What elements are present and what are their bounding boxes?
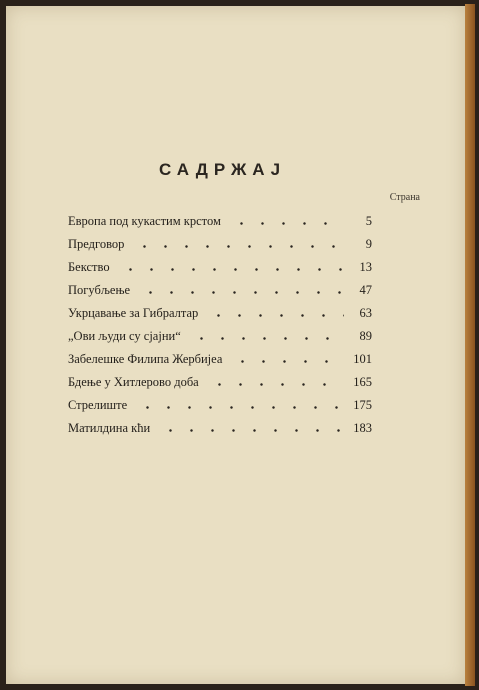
toc-entry bbox=[68, 306, 372, 329]
toc-entry bbox=[68, 329, 372, 352]
page-column-label: Страна bbox=[389, 192, 420, 203]
toc-entry-title: „Ови људи су сјајни“ bbox=[68, 329, 181, 343]
toc-entry-title: Укрцавање за Гибралтар bbox=[68, 306, 199, 320]
toc-entry-title: Погубљење bbox=[68, 283, 131, 297]
dot-leader bbox=[208, 314, 344, 317]
dot-leader bbox=[231, 222, 344, 225]
contents-heading: САДРЖАЈ bbox=[158, 160, 287, 179]
dot-leader bbox=[120, 268, 344, 271]
toc-entry bbox=[68, 283, 372, 306]
toc-entry-title: Бдење у Хитлерово доба bbox=[68, 375, 199, 389]
toc-entry-title: Европа под кукастим крстом bbox=[68, 214, 221, 228]
toc-entry-page: 47 bbox=[359, 283, 372, 297]
toc-entry-page: 5 bbox=[365, 214, 372, 228]
dot-leader bbox=[232, 360, 344, 363]
toc-entry-page: 101 bbox=[353, 352, 372, 366]
toc-entry-page: 13 bbox=[359, 260, 372, 274]
dot-leader bbox=[191, 337, 344, 340]
toc-entry-page: 165 bbox=[353, 375, 372, 389]
page-edge bbox=[465, 4, 475, 686]
toc-entry bbox=[68, 214, 372, 237]
table-of-contents bbox=[68, 214, 372, 444]
toc-entry bbox=[68, 260, 372, 283]
toc-entry-page: 9 bbox=[365, 237, 372, 251]
toc-entry-title: Бекство bbox=[68, 260, 110, 274]
toc-entry bbox=[68, 237, 372, 260]
toc-entry-page: 89 bbox=[359, 329, 372, 343]
dot-leader bbox=[134, 245, 344, 248]
dot-leader bbox=[209, 383, 344, 386]
toc-entry-title: Предговор bbox=[68, 237, 125, 251]
dot-leader bbox=[137, 406, 344, 409]
toc-entry bbox=[68, 375, 372, 398]
toc-entry-title: Стрелиште bbox=[68, 398, 128, 412]
dot-leader bbox=[140, 291, 344, 294]
toc-entry-page: 175 bbox=[353, 398, 372, 412]
toc-entry-title: Забелешке Филипа Жербијеа bbox=[68, 352, 223, 366]
dot-leader bbox=[160, 429, 344, 432]
toc-entry bbox=[68, 421, 372, 444]
toc-entry-page: 183 bbox=[353, 421, 372, 435]
toc-entry bbox=[68, 352, 372, 375]
toc-entry bbox=[68, 398, 372, 421]
toc-entry-title: Матилдина кћи bbox=[68, 421, 151, 435]
toc-entry-page: 63 bbox=[359, 306, 372, 320]
